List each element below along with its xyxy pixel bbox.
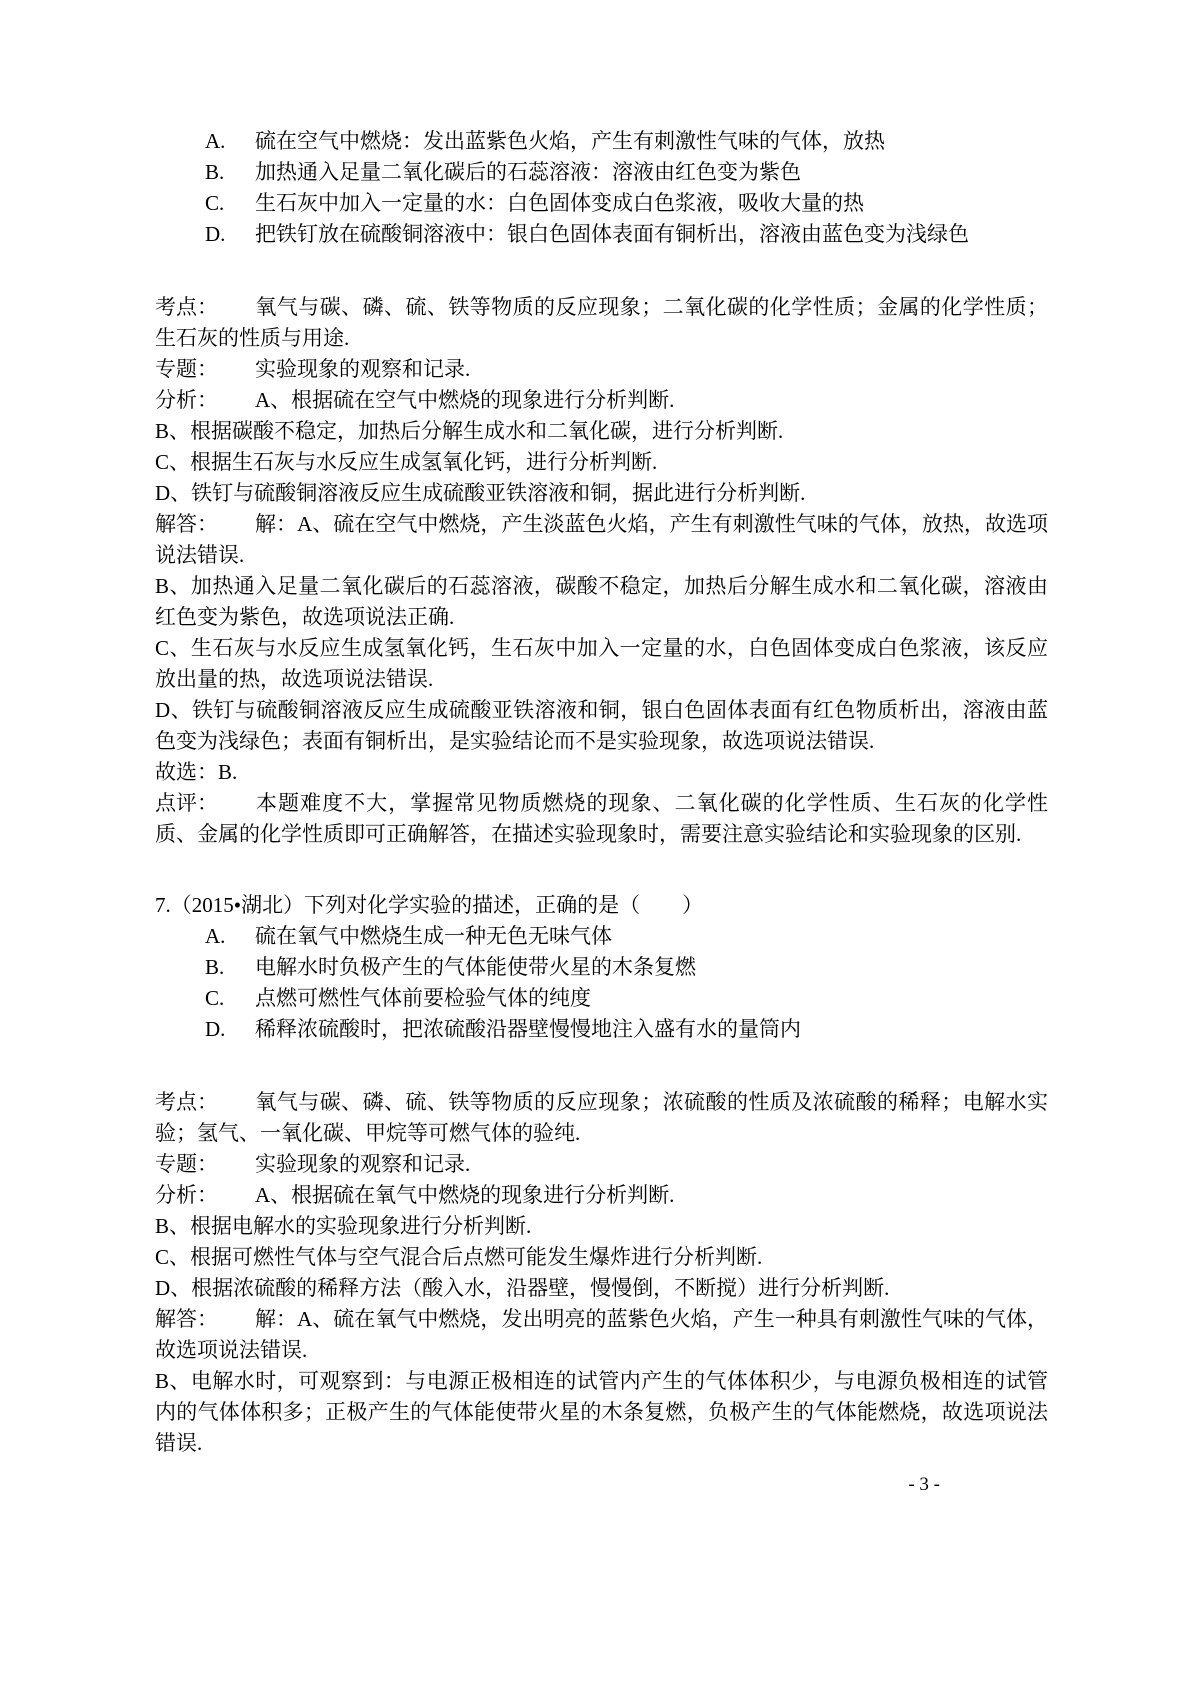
option-letter: B.	[205, 160, 225, 184]
option-letter: B.	[205, 955, 225, 979]
explanation-paragraph	[155, 478, 1048, 509]
paragraph-text: C、根据可燃性气体与空气混合后点燃可能发生爆炸进行分析判断.	[155, 1245, 763, 1269]
paragraph-text: B、根据碳酸不稳定，加热后分解生成水和二氧化碳，进行分析判断.	[155, 419, 784, 443]
paragraph-text: 解：A、硫在空气中燃烧，产生淡蓝色火焰，产生有刺激性气味的气体，放热，故选项说法错误.	[155, 512, 1048, 567]
option-text: 电解水时负极产生的气体能使带火星的木条复燃	[255, 955, 696, 979]
option-text: 把铁钉放在硫酸铜溶液中：银白色固体表面有铜析出，溶液由蓝色变为浅绿色	[255, 222, 969, 246]
option-row	[155, 157, 1048, 188]
section-label: 分析：	[155, 1183, 218, 1207]
section-label: 点评：	[155, 791, 218, 815]
paragraph-text: 本题难度不大，掌握常见物质燃烧的现象、二氧化碳的化学性质、生石灰的化学性质、金属的化学性质即可正确解答，在描述实验现象时，需要注意实验结论和实验现象的区别.	[155, 791, 1048, 846]
explanation-paragraph	[155, 633, 1048, 695]
section-label: 考点：	[155, 1090, 218, 1114]
option-row	[155, 188, 1048, 219]
option-text: 硫在氧气中燃烧生成一种无色无味气体	[255, 924, 612, 948]
paragraph-text: B、根据电解水的实验现象进行分析判断.	[155, 1214, 532, 1238]
paragraph-text: B、电解水时，可观察到：与电源正极相连的试管内产生的气体体积少，与电源负极相连的试管内的气体体积多；正极产生的气体能使带火星的木条复燃，负极产生的气体能燃烧，故选项说法错误.	[155, 1369, 1048, 1455]
option-row	[155, 219, 1048, 250]
option-letter: C.	[205, 986, 225, 1010]
explanation-paragraph	[155, 571, 1048, 633]
section-label: 解答：	[155, 512, 218, 536]
explanation-paragraph	[155, 788, 1048, 850]
option-text: 稀释浓硫酸时，把浓硫酸沿器壁慢慢地注入盛有水的量筒内	[255, 1017, 801, 1041]
option-row	[155, 921, 1048, 952]
explanation-paragraph	[155, 1304, 1048, 1366]
paragraph-text: 氧气与碳、磷、硫、铁等物质的反应现象；二氧化碳的化学性质；金属的化学性质；生石灰的性质与用途.	[155, 295, 1048, 350]
page-content	[155, 126, 1048, 1459]
explanation-paragraph	[155, 695, 1048, 757]
paragraph-text: 氧气与碳、磷、硫、铁等物质的反应现象；浓硫酸的性质及浓硫酸的稀释；电解水实验；氢气、一氧化碳、甲烷等可燃气体的验纯.	[155, 1090, 1048, 1145]
question-7-title: 7.（2015•湖北）下列对化学实验的描述，正确的是（ ）	[155, 893, 704, 917]
paragraph-text: D、铁钉与硫酸铜溶液反应生成硫酸亚铁溶液和铜，银白色固体表面有红色物质析出，溶液由蓝色变为浅绿色；表面有铜析出，是实验结论而不是实验现象，故选项说法错误.	[155, 698, 1048, 753]
paragraph-text: C、生石灰与水反应生成氢氧化钙，生石灰中加入一定量的水，白色固体变成白色浆液，该反应放出量的热，故选项说法错误.	[155, 636, 1048, 691]
paragraph-text: 解：A、硫在氧气中燃烧，发出明亮的蓝紫色火焰，产生一种具有刺激性气味的气体，故选项说法错误.	[155, 1307, 1048, 1362]
paragraph-text: 实验现象的观察和记录.	[255, 357, 471, 381]
explanation-paragraph	[155, 447, 1048, 478]
option-row	[155, 126, 1048, 157]
option-letter: D.	[205, 222, 226, 246]
explanation-paragraph	[155, 292, 1048, 354]
option-text: 点燃可燃性气体前要检验气体的纯度	[255, 986, 591, 1010]
question-7-explanation	[155, 1087, 1048, 1459]
paragraph-text: A、根据硫在氧气中燃烧的现象进行分析判断.	[255, 1183, 675, 1207]
option-text: 生石灰中加入一定量的水：白色固体变成白色浆液，吸收大量的热	[255, 191, 864, 215]
explanation-paragraph	[155, 416, 1048, 447]
paragraph-text: 故选：B.	[155, 760, 238, 784]
option-letter: A.	[205, 924, 226, 948]
option-letter: D.	[205, 1017, 226, 1041]
paragraph-text: D、根据浓硫酸的稀释方法（酸入水，沿器壁，慢慢倒，不断搅）进行分析判断.	[155, 1276, 890, 1300]
explanation-paragraph	[155, 354, 1048, 385]
explanation-paragraph	[155, 1211, 1048, 1242]
explanation-paragraph	[155, 509, 1048, 571]
question-7-options	[155, 921, 1048, 1045]
paragraph-text: D、铁钉与硫酸铜溶液反应生成硫酸亚铁溶液和铜，据此进行分析判断.	[155, 481, 806, 505]
explanation-paragraph	[155, 757, 1048, 788]
paragraph-text: 实验现象的观察和记录.	[255, 1152, 471, 1176]
option-row	[155, 1014, 1048, 1045]
question-6-explanation	[155, 292, 1048, 850]
section-label: 分析：	[155, 388, 218, 412]
explanation-paragraph	[155, 1149, 1048, 1180]
option-letter: A.	[205, 129, 226, 153]
section-label: 考点：	[155, 295, 218, 319]
explanation-paragraph	[155, 1180, 1048, 1211]
paragraph-text: A、根据硫在空气中燃烧的现象进行分析判断.	[255, 388, 675, 412]
explanation-paragraph	[155, 385, 1048, 416]
paragraph-text: B、加热通入足量二氧化碳后的石蕊溶液，碳酸不稳定，加热后分解生成水和二氧化碳，溶液由红色变为紫色，故选项说法正确.	[155, 574, 1048, 629]
option-letter: C.	[205, 191, 225, 215]
question-6-options	[155, 126, 1048, 250]
page-number: - 3 -	[908, 1474, 940, 1495]
option-text: 硫在空气中燃烧：发出蓝紫色火焰，产生有刺激性气味的气体，放热	[255, 129, 885, 153]
section-label: 解答：	[155, 1307, 218, 1331]
explanation-paragraph	[155, 1087, 1048, 1149]
section-label: 专题：	[155, 1152, 218, 1176]
explanation-paragraph	[155, 1273, 1048, 1304]
paragraph-text: C、根据生石灰与水反应生成氢氧化钙，进行分析判断.	[155, 450, 658, 474]
option-row	[155, 952, 1048, 983]
section-label: 专题：	[155, 357, 218, 381]
option-text: 加热通入足量二氧化碳后的石蕊溶液：溶液由红色变为紫色	[255, 160, 801, 184]
explanation-paragraph	[155, 1366, 1048, 1459]
explanation-paragraph	[155, 1242, 1048, 1273]
option-row	[155, 983, 1048, 1014]
